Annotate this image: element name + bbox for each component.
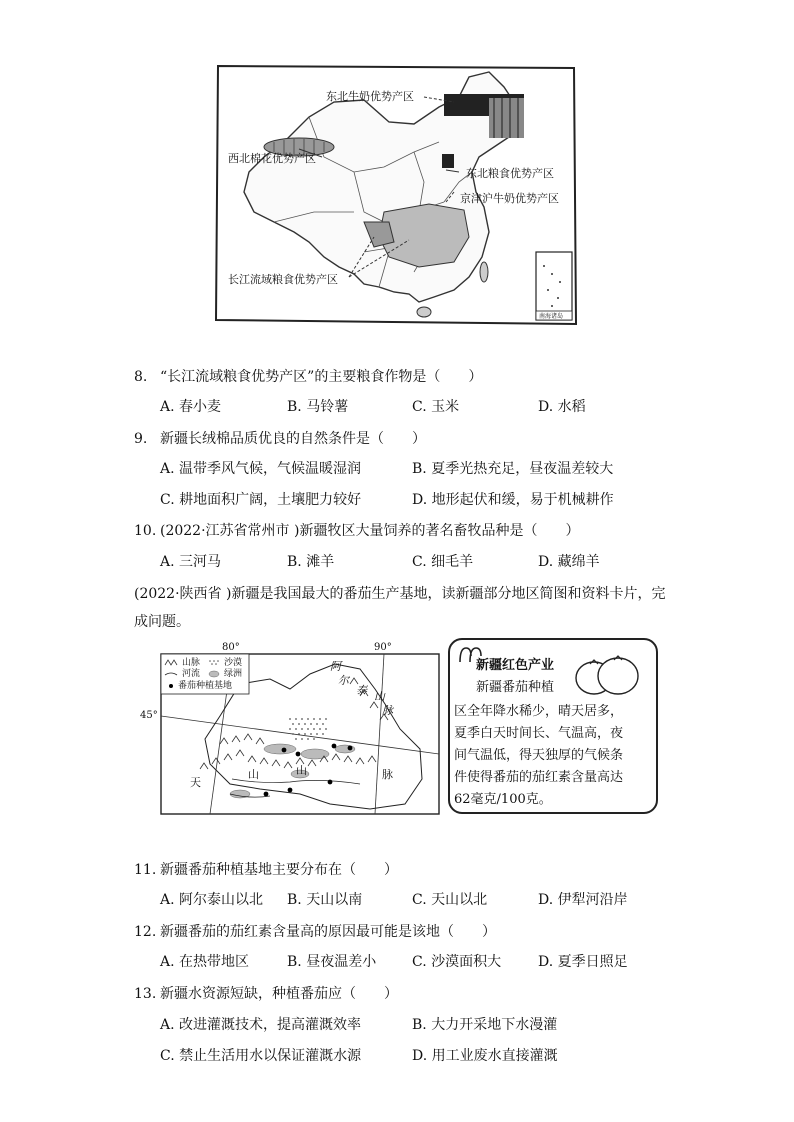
xinjiang-map-figure	[160, 644, 442, 816]
question-10-option-b[interactable]: B. 滩羊	[287, 554, 335, 570]
card-line-2: 区全年降水稀少，晴天居多，	[454, 704, 624, 719]
label-tianshan-3: 山	[296, 764, 307, 777]
legend-oasis: 绿洲	[224, 669, 243, 679]
question-11-stem: 11. 新疆番茄种植基地主要分布在（ ）	[134, 862, 398, 878]
label-altai-2: 尔	[338, 674, 349, 687]
label-jjh-milk: 京津沪牛奶优势产区	[460, 192, 559, 205]
label-tianshan-1: 天	[190, 776, 201, 789]
question-11-option-d[interactable]: D. 伊犁河沿岸	[538, 892, 628, 908]
question-10-stem: 10. (2022·江苏省常州市 )新疆牧区大量饲养的著名畜牧品种是（ ）	[134, 523, 580, 539]
question-13-option-a[interactable]: A. 改进灌溉技术，提高灌溉效率	[160, 1017, 362, 1033]
card-line-1: 新疆番茄种植	[476, 680, 555, 695]
legend-tomato-base: 番茄种植基地	[178, 681, 233, 691]
label-northwest-cotton: 西北棉花优势产区	[228, 152, 316, 165]
intro-line-2: 成问题。	[134, 614, 190, 630]
label-lon-80: 80°	[222, 642, 240, 653]
card-line-4: 间气温低，得天独厚的气候条	[454, 748, 624, 763]
label-northeast-milk: 东北牛奶优势产区	[326, 90, 414, 103]
question-12-stem: 12. 新疆番茄的茄红素含量高的原因最可能是该地（ ）	[134, 924, 496, 940]
tomato-icon	[572, 650, 642, 702]
question-9-option-b[interactable]: B. 夏季光热充足，昼夜温差较大	[412, 461, 614, 477]
label-tianshan-2: 山	[248, 768, 259, 781]
question-9-option-c[interactable]: C. 耕地面积广阔，土壤肥力较好	[160, 492, 362, 508]
question-8-option-b[interactable]: B. 马铃薯	[287, 399, 349, 415]
question-10-option-d[interactable]: D. 藏绵羊	[538, 554, 600, 570]
question-13-stem: 13. 新疆水资源短缺，种植番茄应（ ）	[134, 986, 398, 1002]
label-altai-5: 脉	[382, 704, 393, 717]
label-northeast-grain: 东北粮食优势产区	[466, 167, 554, 180]
question-12-option-c[interactable]: C. 沙漠面积大	[412, 954, 502, 970]
question-13-option-b[interactable]: B. 大力开采地下水漫灌	[412, 1017, 558, 1033]
question-10-option-a[interactable]: A. 三河马	[160, 554, 222, 570]
label-lat-45: 45°	[140, 710, 158, 721]
china-agri-map	[214, 62, 578, 328]
question-9-option-a[interactable]: A. 温带季风气候，气候温暖湿润	[160, 461, 362, 477]
question-8-option-c[interactable]: C. 玉米	[412, 399, 460, 415]
question-12-option-a[interactable]: A. 在热带地区	[160, 954, 250, 970]
label-south-sea: 南海诸岛	[539, 313, 564, 320]
question-8-stem: 8. “长江流域粮食优势产区”的主要粮食作物是（ ）	[134, 369, 483, 385]
legend-river: 河流	[182, 669, 201, 679]
question-8-option-a[interactable]: A. 春小麦	[160, 399, 222, 415]
card-line-6: 62毫克/100克。	[454, 792, 552, 807]
question-13-option-d[interactable]: D. 用工业废水直接灌溉	[412, 1048, 558, 1064]
question-10-option-c[interactable]: C. 细毛羊	[412, 554, 474, 570]
question-11-option-a[interactable]: A. 阿尔泰山以北	[160, 892, 264, 908]
card-line-5: 件使得番茄的茄红素含量高达	[454, 770, 624, 785]
intro-line-1: (2022·陕西省 )新疆是我国最大的番茄生产基地，读新疆部分地区简图和资料卡片，完	[134, 586, 666, 602]
label-tianshan-4: 脉	[382, 768, 393, 781]
label-altai-4: 山	[374, 690, 385, 703]
xinjiang-map	[140, 642, 442, 816]
question-8-option-d[interactable]: D. 水稻	[538, 399, 586, 415]
question-12-option-b[interactable]: B. 昼夜温差小	[287, 954, 377, 970]
card-title: 新疆红色产业	[476, 658, 555, 673]
label-yangtze-grain: 长江流域粮食优势产区	[228, 273, 338, 286]
info-card	[448, 638, 658, 814]
question-12-option-d[interactable]: D. 夏季日照足	[538, 954, 628, 970]
label-altai-1: 阿	[330, 660, 341, 673]
question-11-option-c[interactable]: C. 天山以北	[412, 892, 488, 908]
legend-mountain: 山脉	[182, 658, 201, 668]
question-13-option-c[interactable]: C. 禁止生活用水以保证灌溉水源	[160, 1048, 362, 1064]
question-11-option-b[interactable]: B. 天山以南	[287, 892, 363, 908]
legend-desert: 沙漠	[224, 658, 243, 668]
question-9-option-d[interactable]: D. 地形起伏和缓，易于机械耕作	[412, 492, 614, 508]
label-lon-90: 90°	[374, 642, 392, 653]
label-altai-3: 泰	[356, 684, 367, 697]
card-line-3: 夏季白天时间长、气温高，夜	[454, 726, 624, 741]
question-9-stem: 9. 新疆长绒棉品质优良的自然条件是（ ）	[134, 431, 426, 447]
